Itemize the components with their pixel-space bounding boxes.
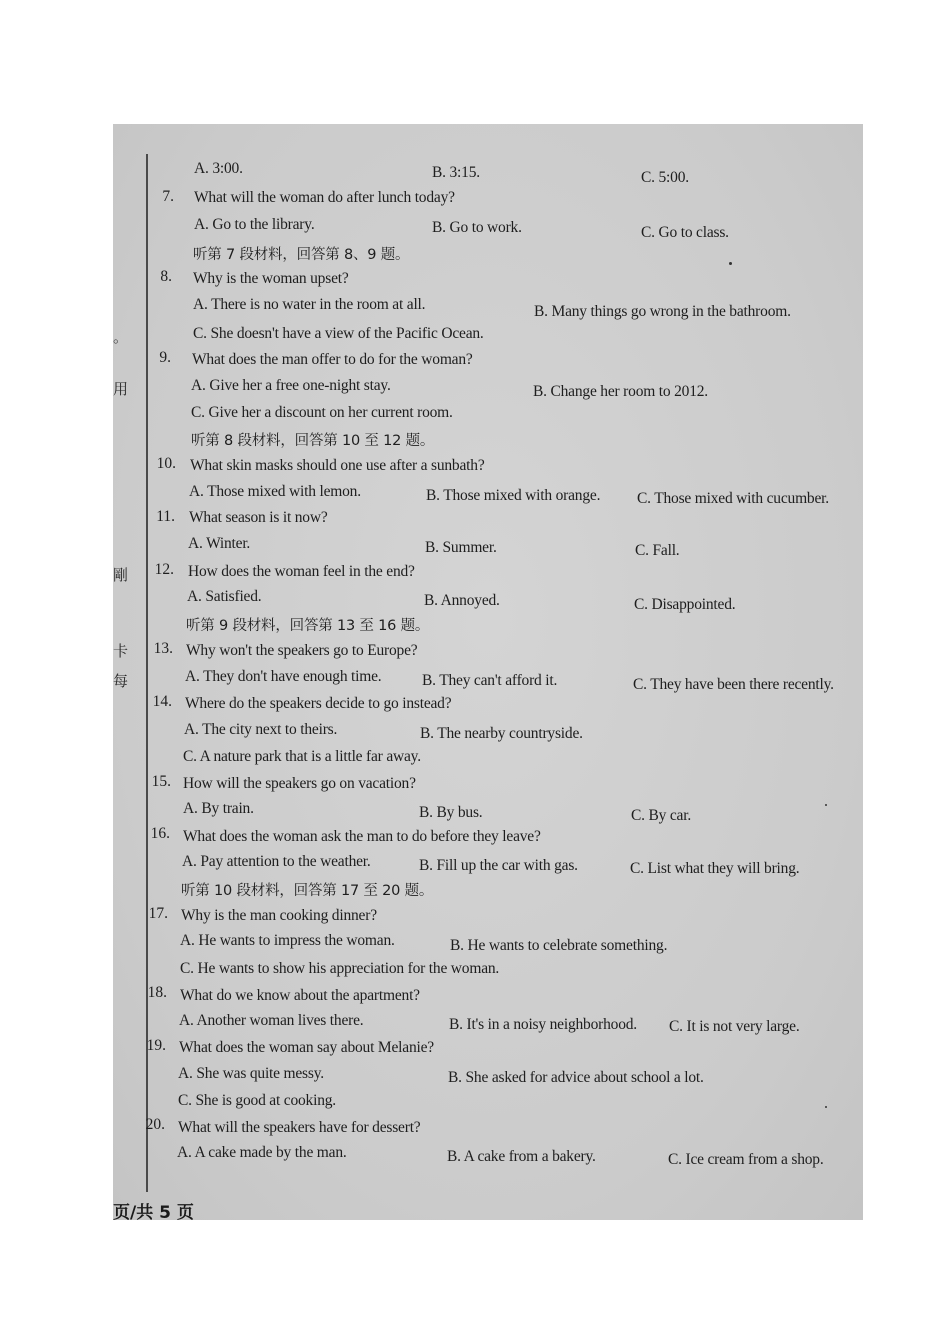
q17-option-c: C. He wants to show his appreciation for the woman.: [180, 960, 500, 977]
q9-option-c: C. Give her a discount on her current room.: [191, 404, 453, 421]
q8-question: Why is the woman upset?: [193, 270, 349, 287]
q11-option-c: C. Fall.: [635, 542, 680, 559]
q8-option-a: A. There is no water in the room at all.: [193, 296, 426, 313]
q19-option-b: B. She asked for advice about school a lot.: [448, 1069, 704, 1086]
q7-option-a: A. Go to the library.: [194, 216, 315, 233]
page-footer: 页/共 5 页: [113, 1203, 194, 1220]
q15-question: How will the speakers go on vacation?: [183, 775, 416, 792]
q18-question: What do we know about the apartment?: [180, 987, 420, 1004]
q19-option-c: C. She is good at cooking.: [178, 1092, 336, 1109]
margin-char: 卡: [113, 644, 129, 660]
section-heading-8: 听第 8 段材料，回答第 10 至 12 题。: [191, 433, 435, 449]
q9-option-b: B. Change her room to 2012.: [533, 383, 708, 400]
q15-option-c: C. By car.: [631, 807, 691, 824]
q12-question: How does the woman feel in the end?: [188, 563, 415, 580]
q10-option-a: A. Those mixed with lemon.: [189, 483, 361, 500]
section-heading-9: 听第 9 段材料，回答第 13 至 16 题。: [186, 618, 430, 634]
margin-char: 。: [113, 330, 129, 346]
q14-option-a: A. The city next to theirs.: [184, 721, 338, 738]
q12-option-a: A. Satisfied.: [187, 588, 262, 605]
q13-option-a: A. They don't have enough time.: [185, 668, 382, 685]
q14-option-c: C. A nature park that is a little far away.: [183, 748, 421, 765]
q16-option-a: A. Pay attention to the weather.: [182, 853, 371, 870]
scanned-exam-page: [113, 124, 863, 1220]
q15-number: 15.: [151, 773, 171, 790]
q16-option-c: C. List what they will bring.: [630, 860, 800, 877]
q13-option-b: B. They can't afford it.: [422, 672, 558, 689]
scan-speck: [825, 804, 827, 806]
q12-number: 12.: [154, 561, 174, 578]
q6-option-a: A. 3:00.: [194, 160, 243, 177]
q9-number: 9.: [159, 349, 171, 366]
q17-option-a: A. He wants to impress the woman.: [180, 932, 395, 949]
q18-option-b: B. It's in a noisy neighborhood.: [449, 1016, 637, 1033]
q17-question: Why is the man cooking dinner?: [181, 907, 377, 924]
q20-question: What will the speakers have for dessert?: [178, 1119, 421, 1136]
q18-option-a: A. Another woman lives there.: [179, 1012, 364, 1029]
q7-option-c: C. Go to class.: [641, 224, 729, 241]
q14-option-b: B. The nearby countryside.: [420, 725, 583, 742]
q15-option-b: B. By bus.: [419, 804, 483, 821]
q9-question: What does the man offer to do for the woman?: [192, 351, 473, 368]
q12-option-b: B. Annoyed.: [424, 592, 500, 609]
q16-question: What does the woman ask the man to do before they leave?: [183, 828, 541, 845]
q10-option-c: C. Those mixed with cucumber.: [637, 490, 829, 507]
q19-number: 19.: [146, 1037, 166, 1054]
q10-question: What skin masks should one use after a sunbath?: [190, 457, 485, 474]
section-heading-7: 听第 7 段材料，回答第 8、9 题。: [193, 247, 410, 263]
q10-option-b: B. Those mixed with orange.: [426, 487, 601, 504]
q8-option-c: C. She doesn't have a view of the Pacific Ocean.: [193, 325, 484, 342]
q8-number: 8.: [160, 268, 172, 285]
q13-question: Why won't the speakers go to Europe?: [186, 642, 418, 659]
q11-number: 11.: [156, 508, 175, 525]
q7-question: What will the woman do after lunch today?: [194, 189, 455, 206]
q16-option-b: B. Fill up the car with gas.: [419, 857, 578, 874]
q17-number: 17.: [148, 905, 168, 922]
q11-option-b: B. Summer.: [425, 539, 497, 556]
q11-option-a: A. Winter.: [188, 535, 251, 552]
q10-number: 10.: [156, 455, 176, 472]
scan-speck: [729, 262, 732, 265]
q14-question: Where do the speakers decide to go instead?: [185, 695, 452, 712]
margin-char: 每: [113, 674, 129, 690]
margin-char: 用: [113, 382, 129, 398]
q14-number: 14.: [152, 693, 172, 710]
q6-option-b: B. 3:15.: [432, 164, 480, 181]
q20-option-b: B. A cake from a bakery.: [447, 1148, 596, 1165]
q15-option-a: A. By train.: [183, 800, 254, 817]
q13-number: 13.: [153, 640, 173, 657]
q20-number: 20.: [145, 1116, 165, 1133]
q9-option-a: A. Give her a free one-night stay.: [191, 377, 391, 394]
q20-option-c: C. Ice cream from a shop.: [668, 1151, 824, 1168]
q7-number: 7.: [162, 188, 174, 205]
q19-option-a: A. She was quite messy.: [178, 1065, 324, 1082]
scan-speck: [825, 1106, 827, 1108]
q18-option-c: C. It is not very large.: [669, 1018, 800, 1035]
q19-question: What does the woman say about Melanie?: [179, 1039, 434, 1056]
q17-option-b: B. He wants to celebrate something.: [450, 937, 668, 954]
q12-option-c: C. Disappointed.: [634, 596, 736, 613]
q7-option-b: B. Go to work.: [432, 219, 522, 236]
q16-number: 16.: [150, 825, 170, 842]
q20-option-a: A. A cake made by the man.: [177, 1144, 347, 1161]
margin-char: 剛: [113, 568, 129, 584]
q8-option-b: B. Many things go wrong in the bathroom.: [534, 303, 791, 320]
q18-number: 18.: [147, 984, 167, 1001]
q6-option-c: C. 5:00.: [641, 169, 689, 186]
section-heading-10: 听第 10 段材料，回答第 17 至 20 题。: [181, 883, 434, 899]
q13-option-c: C. They have been there recently.: [633, 676, 834, 693]
q11-question: What season is it now?: [189, 509, 328, 526]
